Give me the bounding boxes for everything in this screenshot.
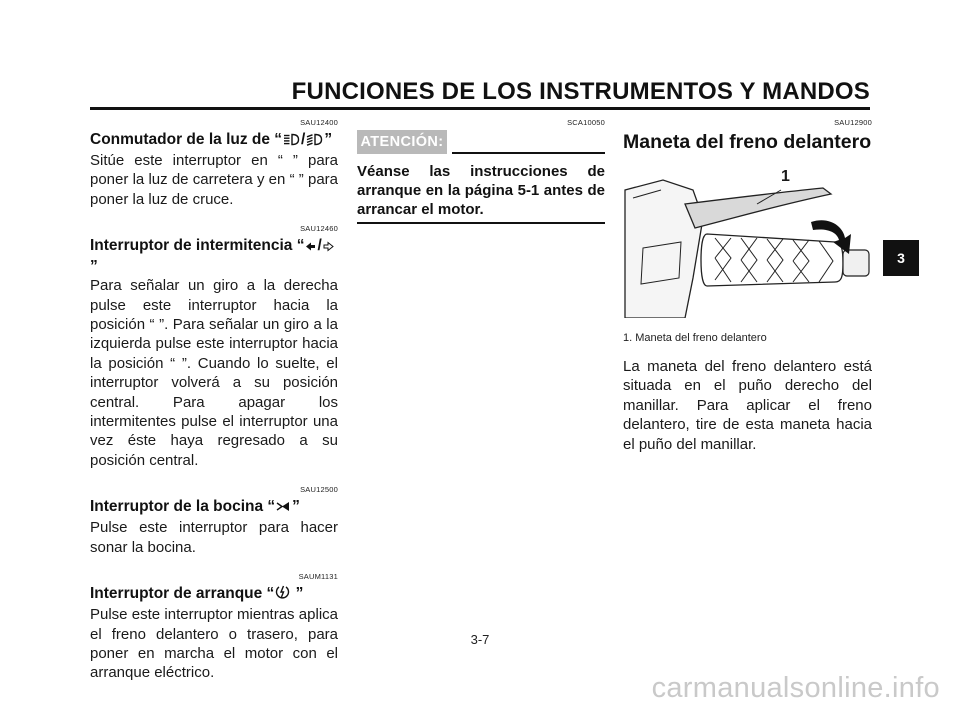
title-text-end: ” xyxy=(291,585,304,603)
section-title-starter xyxy=(90,584,338,605)
attention-label: ATENCIÓN: xyxy=(357,130,447,154)
start-icon xyxy=(275,584,290,605)
brake-lever-drawing xyxy=(623,168,872,318)
figure-caption: 1. Maneta del freno delantero xyxy=(623,332,767,344)
low-beam-icon xyxy=(306,132,323,151)
horn-icon xyxy=(276,499,291,518)
attention-rule xyxy=(452,152,605,154)
turn-left-icon xyxy=(305,238,316,257)
page-number: 3-7 xyxy=(470,632,490,647)
brake-lever-illustration xyxy=(623,168,872,318)
column-right xyxy=(623,118,872,454)
chapter-tab: 3 xyxy=(883,240,919,276)
watermark: carmanualsonline.info xyxy=(651,672,940,704)
high-beam-icon xyxy=(283,132,300,151)
section-title-front-brake: Maneta del freno delantero xyxy=(623,131,872,153)
title-separator: / xyxy=(317,237,322,255)
title-text: Interruptor de intermitencia “ xyxy=(90,237,305,255)
title-text-end: ” xyxy=(292,498,300,516)
title-separator: / xyxy=(301,131,306,148)
attention-bottom-rule xyxy=(357,222,605,224)
title-text: Conmutador de la luz de “ xyxy=(90,131,283,148)
paragraph-starter: Pulse este interruptor mientras aplica el freno delantero o trasero, para poner en marcha el motor con el arranque eléctrico. xyxy=(90,606,338,682)
paragraph-horn: Pulse este interruptor para hacer sonar la bocina. xyxy=(90,519,338,556)
section-code: SAUM1131 xyxy=(298,572,338,582)
section-code: SAU12500 xyxy=(300,485,338,495)
paragraph-light-switch: Sitúe este interruptor en “ ” para poner la luz de carretera y en “ ” para poner la luz de cruce. xyxy=(90,152,338,208)
section-code: SAU12460 xyxy=(300,224,338,234)
turn-right-icon xyxy=(323,238,334,257)
callout-number: 1 xyxy=(781,168,790,185)
title-text: Interruptor de arranque “ xyxy=(90,585,275,603)
header-rule xyxy=(90,107,870,110)
column-middle xyxy=(357,118,605,224)
attention-header xyxy=(357,130,605,156)
title-text: Interruptor de la bocina “ xyxy=(90,498,276,516)
title-text-end: ” xyxy=(324,131,333,148)
paragraph-front-brake: La maneta del freno delantero está situada en el puño derecho del manillar. Para aplicar el freno delantero, tire de esta maneta hacia el puño del manillar. xyxy=(623,358,872,453)
paragraph-turn-signal: Para señalar un giro a la derecha pulse este interruptor hacia la posición “ ”. Para señalar un giro a la izquierda pulse este interruptor hacia la posición “ ”. Cuando lo suelte, el interruptor volverá a su posición central. Para apagar los intermitentes pulse el interruptor una vez éste haya regresado a su posición central. xyxy=(90,277,338,469)
column-left xyxy=(90,118,338,683)
section-code: SCA10050 xyxy=(567,118,605,127)
section-code: SAU12400 xyxy=(300,118,338,127)
title-text-end: ” xyxy=(90,258,98,276)
section-title-turn-signal xyxy=(90,236,338,276)
section-title-horn xyxy=(90,497,338,518)
running-head: FUNCIONES DE LOS INSTRUMENTOS Y MANDOS xyxy=(291,78,870,105)
section-title-light-switch xyxy=(90,130,338,151)
section-code: SAU12900 xyxy=(834,118,872,127)
attention-text: Véanse las instrucciones de arranque en la página 5-1 antes de arrancar el motor. xyxy=(357,163,605,218)
